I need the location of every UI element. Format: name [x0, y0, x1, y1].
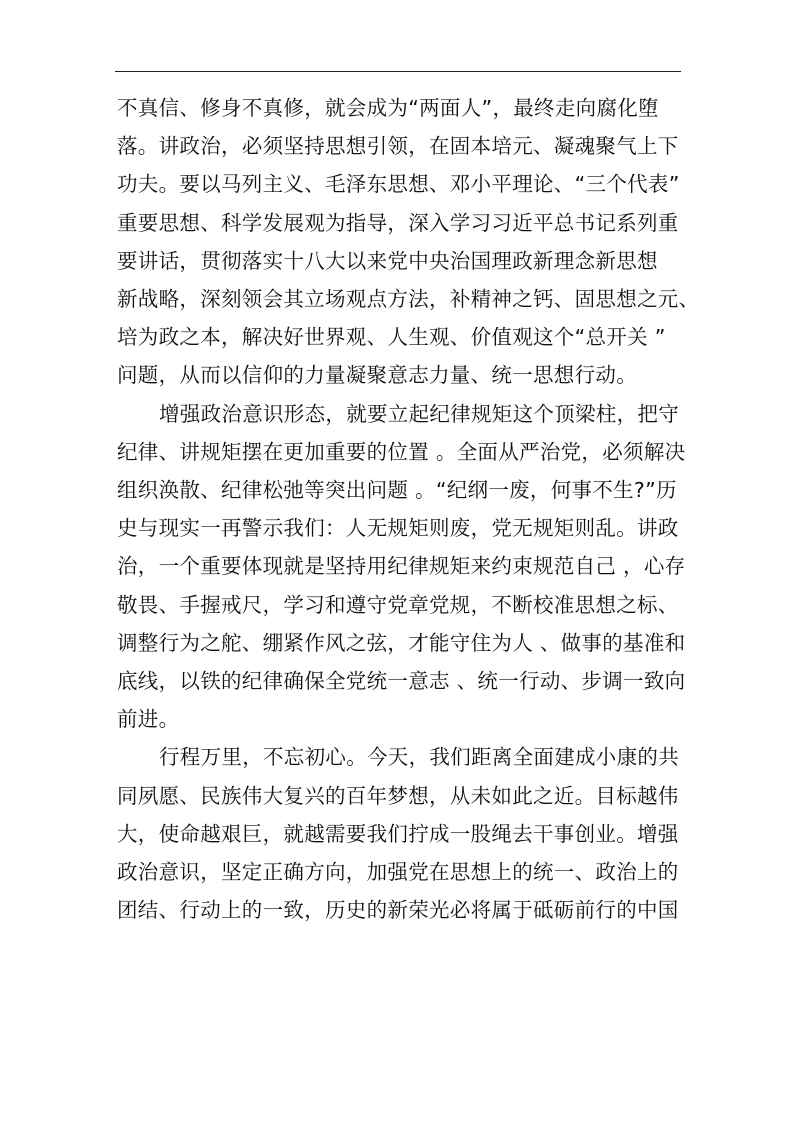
text-line: 大，使命越艰巨，就越需要我们拧成一股绳去干事创业。增强 [117, 821, 679, 846]
text-line: 纪律、讲规矩摆在更加重要的位置 。全面从严治党，必须解决 [117, 439, 686, 464]
text-line: 新战略，深刻领会其立场观点方法，补精神之钙、固思想之元、 [117, 287, 700, 312]
text-line: 前进。 [117, 707, 180, 732]
header-rule [115, 71, 681, 72]
text-line: 治，一个重要体现就是坚持用纪律规矩来约束规范自己 ，心存 [117, 554, 686, 579]
text-line: 问题，从而以信仰的力量凝聚意志力量、统一思想行动。 [117, 363, 637, 388]
text-line: 史与现实一再警示我们：人无规矩则废，党无规矩则乱。讲政 [117, 516, 679, 541]
text-line: 敬畏、手握戒尺，学习和遵守党章党规，不断校准思想之标、 [117, 592, 679, 617]
text-line: 同夙愿、民族伟大复兴的百年梦想，从未如此之近。目标越伟 [117, 783, 679, 808]
text-line: 调整行为之舵、绷紧作风之弦，才能守住为人 、做事的基准和 [117, 630, 686, 655]
text-line: 团结、行动上的一致，历史的新荣光必将属于砥砺前行的中国 [117, 898, 679, 923]
text-line: 增强政治意识形态，就要立起纪律规矩这个顶梁柱，把守 [159, 401, 679, 426]
text-line: 重要思想、科学发展观为指导，深入学习习近平总书记系列重 [117, 210, 679, 235]
text-line: 底线，以铁的纪律确保全党统一意志 、统一行动、步调一致向 [117, 669, 686, 694]
text-line: 不真信、修身不真修，就会成为“两面人”，最终走向腐化堕 [117, 96, 659, 120]
text-line: 功夫。要以马列主义、毛泽东思想、邓小平理论、“三个代表” [117, 172, 680, 197]
text-line: 要讲话，贯彻落实十八大以来党中央治国理政新理念新思想 [117, 248, 658, 273]
text-line: 政治意识，坚定正确方向，加强党在思想上的统一、政治上的 [117, 860, 679, 885]
text-line: 行程万里，不忘初心。今天，我们距离全面建成小康的共 [159, 745, 679, 770]
paragraph-1 [117, 89, 700, 395]
text-line: 培为政之本，解决好世界观、人生观、价值观这个“总开关 ” [117, 325, 666, 350]
text-line: 落。讲政治，必须坚持思想引领，在固本培元、凝魂聚气上下 [117, 134, 679, 159]
document-body [117, 89, 700, 929]
paragraph-3 [117, 738, 683, 929]
paragraph-2 [117, 395, 686, 739]
text-line: 组织涣散、纪律松弛等突出问题 。“纪纲一废，何事不生?”历 [117, 478, 677, 503]
